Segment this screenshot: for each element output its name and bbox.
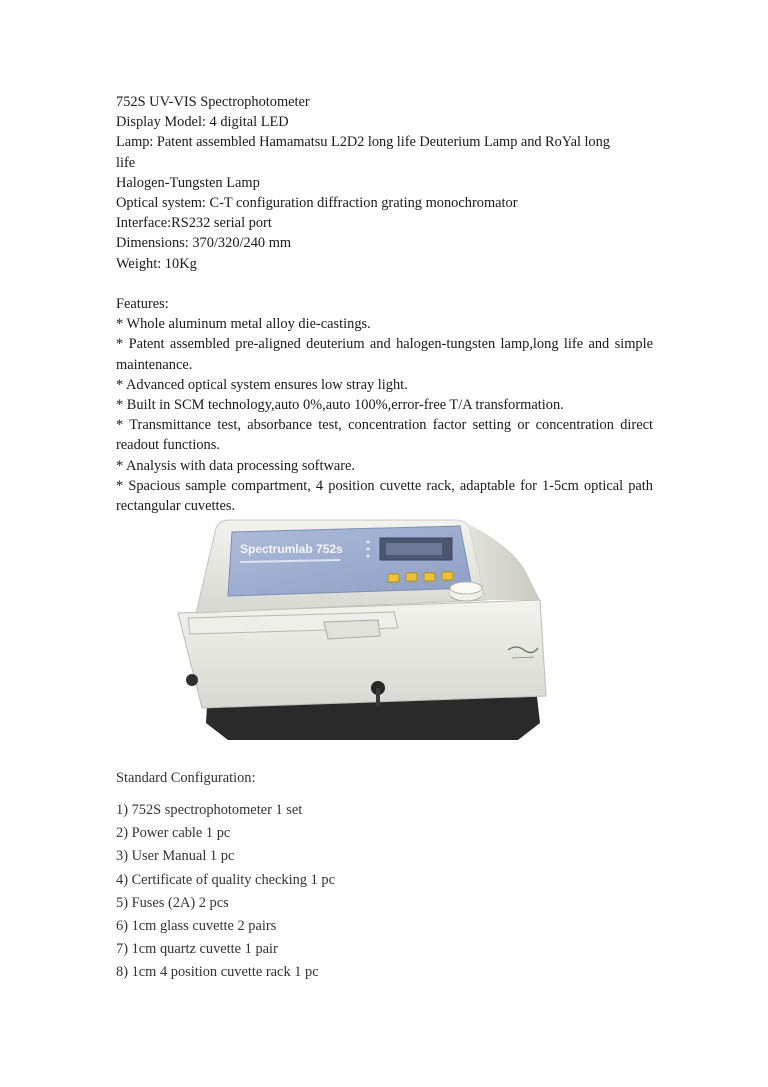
configuration-item: 5) Fuses (2A) 2 pcs [116, 894, 229, 911]
configuration-list [116, 799, 335, 985]
product-title: 752S UV-VIS Spectrophotometer [116, 94, 310, 110]
keypad-button [406, 573, 417, 581]
sample-pull-rod [376, 688, 380, 706]
wavelength-knob-top [450, 582, 482, 594]
configuration-item: 8) 1cm 4 position cuvette rack 1 pc [116, 964, 319, 981]
indicator-light [367, 548, 370, 551]
spec-lamp: Lamp: Patent assembled Hamamatsu L2D2 long life Deuterium Lamp and RoYal long [116, 134, 610, 151]
spec-lamp-halogen: Halogen-Tungsten Lamp [116, 174, 260, 191]
configuration-item: 3) User Manual 1 pc [116, 848, 235, 865]
feature-item: * Advanced optical system ensures low stray light. [116, 376, 408, 393]
feature-item: * Patent assembled pre-aligned deuterium and halogen-tungsten lamp,long life and simple maintenance. [116, 336, 653, 373]
feature-item: * Built in SCM technology,auto 0%,auto 100%,error-free T/A transformation. [116, 397, 564, 414]
configuration-item: 7) 1cm quartz cuvette 1 pair [116, 941, 278, 958]
indicator-light [367, 541, 370, 544]
keypad-button [442, 572, 453, 580]
configuration-item: 6) 1cm glass cuvette 2 pairs [116, 917, 277, 934]
feature-item: * Spacious sample compartment, 4 position cuvette rack, adaptable for 1-5cm optical path rectangular cuvettes. [116, 477, 653, 515]
features-heading: Features: [116, 296, 169, 312]
spec-optical-system: Optical system: C-T configuration diffraction grating monochromator [116, 195, 518, 212]
spec-dimensions: Dimensions: 370/320/240 mm [116, 235, 292, 252]
spec-lamp-continued: life [116, 154, 136, 171]
configuration-heading: Standard Configuration: [116, 770, 256, 786]
features-block [116, 294, 653, 516]
spec-display-model: Display Model: 4 digital LED [116, 114, 289, 131]
configuration-item: 2) Power cable 1 pc [116, 825, 231, 842]
lid-handle [324, 620, 380, 639]
configuration-item: 1) 752S spectrophotometer 1 set [116, 802, 303, 818]
specifications-block [116, 92, 653, 274]
front-control-knob [186, 674, 198, 686]
keypad-button [388, 574, 399, 582]
keypad-button [424, 573, 435, 581]
feature-item: * Analysis with data processing software. [116, 457, 355, 474]
led-digits [386, 543, 442, 555]
feature-item: * Whole aluminum metal alloy die-castings. [116, 316, 371, 333]
feature-item: * Transmittance test, absorbance test, concentration factor setting or concentration direct readout functions. [116, 417, 653, 454]
configuration-item: 4) Certificate of quality checking 1 pc [116, 871, 335, 888]
spec-weight: Weight: 10Kg [116, 255, 197, 272]
spectrophotometer-photo [168, 518, 568, 744]
indicator-light [367, 555, 370, 558]
spec-interface: Interface:RS232 serial port [116, 215, 272, 232]
brand-label: Spectrumlab 752s [240, 542, 343, 556]
